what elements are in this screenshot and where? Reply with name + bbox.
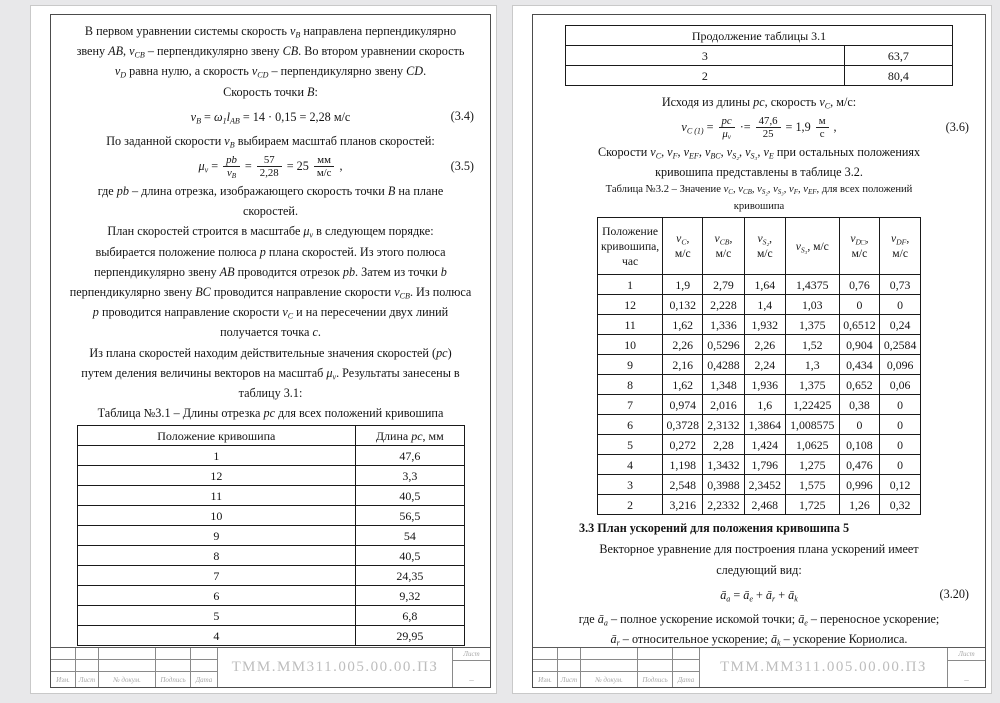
- table-row: [598, 395, 921, 415]
- table-cell: 2,79: [703, 275, 744, 295]
- text-line: путем деления величины векторов на масштаб $\mu_v$. Результаты занесены в: [81, 365, 460, 382]
- titleblock-cell: [51, 660, 76, 672]
- table-cell: 1,936: [744, 375, 785, 395]
- formula-f320: [545, 582, 973, 607]
- titleblock-cell: [533, 660, 558, 672]
- page-left: [30, 5, 497, 694]
- table-title: Продолжение таблицы 3.1: [566, 26, 953, 46]
- table-row: [77, 626, 464, 646]
- fraction: $\frac{pb}{v_B}$: [223, 154, 240, 179]
- table-cell: 1,9: [663, 275, 703, 295]
- table-cell: 11: [77, 486, 356, 506]
- table-cell: 1,6: [744, 395, 785, 415]
- table-cell: 9: [598, 355, 663, 375]
- table-cell: 0,2584: [880, 335, 921, 355]
- table-cell: 1,3864: [744, 415, 785, 435]
- formula-number: (3.5): [450, 159, 474, 174]
- table-cell: 0,24: [880, 315, 921, 335]
- table-row: [77, 526, 464, 546]
- table-row: [598, 315, 921, 335]
- table-cell: 1,0625: [785, 435, 839, 455]
- table-cell: 6,8: [356, 606, 464, 626]
- doc-code: ТММ.ММ311.005.00.00.ПЗ: [700, 648, 948, 687]
- fraction: $\frac{47,6}{25}$: [756, 115, 781, 140]
- table-cell: 40,5: [356, 546, 464, 566]
- table-header-cell: $v_C$, м/с: [663, 218, 703, 275]
- titleblock-label-docnum: № докум.: [99, 672, 156, 687]
- table-cell: 29,95: [356, 626, 464, 646]
- table-cell: 0,6512: [839, 315, 880, 335]
- table-cell: 9,32: [356, 586, 464, 606]
- table-cell: 2,3452: [744, 475, 785, 495]
- table-header-cell: $v_{DF}$, м/с: [880, 218, 921, 275]
- text-line: Скорости $v_C$, $v_F$, $v_{EF}$, $v_{BC}$, $v_{S_2}$, $v_{S_3}$, $v_E$ при остальных положениях: [597, 144, 921, 161]
- table-cell: 1,575: [785, 475, 839, 495]
- table-cell: 1,375: [785, 375, 839, 395]
- table-row: [598, 375, 921, 395]
- titleblock-cell: [581, 660, 638, 672]
- table-header-row: [598, 218, 921, 275]
- titleblock-cell: [76, 648, 99, 660]
- titleblock-label-izm: Изм.: [533, 672, 558, 687]
- fraction: $\frac{мм}{м/с}$: [314, 154, 335, 179]
- table-cell: 1,3: [785, 355, 839, 375]
- titleblock-cell: [673, 660, 700, 672]
- table-cell: 1,4: [744, 295, 785, 315]
- titleblock-cell: [156, 648, 191, 660]
- table-row: [77, 566, 464, 586]
- table-row: [77, 466, 464, 486]
- table-cell: 1,796: [744, 455, 785, 475]
- table-cell: 6: [598, 415, 663, 435]
- titleblock-cell: [533, 648, 558, 660]
- table-cell: 0,652: [839, 375, 880, 395]
- titleblock-label-podpis: Подпись: [156, 672, 191, 687]
- text-line: где pb – длина отрезка, изображающего скорость точки B на плане: [97, 184, 444, 198]
- text-line: кривошипа представлены в таблице 3.2.: [655, 165, 863, 180]
- table-cell: 10: [598, 335, 663, 355]
- table-cell: 2,28: [703, 435, 744, 455]
- titleblock-sheet-col: [453, 648, 490, 687]
- table-cell: 0,06: [880, 375, 921, 395]
- titleblock-cell: [191, 660, 218, 672]
- table-row: [77, 586, 464, 606]
- table-cell: 0,996: [839, 475, 880, 495]
- formula-text: = 25: [286, 159, 309, 174]
- titleblock-cell: [558, 648, 581, 660]
- titleblock-cell: [51, 648, 76, 660]
- table-cell: 0,5296: [703, 335, 744, 355]
- text-line: По заданной скорости $v_B$ выбираем масштаб планов скоростей:: [106, 134, 435, 150]
- titleblock-cell: [191, 648, 218, 660]
- table-cell: 47,6: [356, 446, 464, 466]
- page-right-frame: [532, 14, 986, 688]
- formula-text: ,: [339, 159, 343, 174]
- table-cell: 0,73: [880, 275, 921, 295]
- titleblock-label-podpis: Подпись: [638, 672, 673, 687]
- text-line: выбирается положение полюса p плана скоростей. Из этого полюса: [95, 244, 446, 259]
- fraction: $\frac{pc}{\mu_v}$: [719, 115, 735, 140]
- title-block: [51, 647, 490, 687]
- table-cell: 0,76: [839, 275, 880, 295]
- titleblock-grid: [533, 648, 700, 687]
- table-cell: 1,26: [839, 495, 880, 515]
- text-line: где $ā_a$ – полное ускорение искомой точки; $ā_e$ – переносное ускорение;: [578, 612, 940, 628]
- text-line: звену AB, $v_{CB}$ – перпендикулярно звену CB. Во втором уравнении скорость: [76, 44, 465, 60]
- table-cell: 1,008575: [785, 415, 839, 435]
- table-header-cell: Длина pc, мм: [356, 426, 464, 446]
- table-cell: 2,24: [744, 355, 785, 375]
- table-cell: 2,26: [663, 335, 703, 355]
- table-row: [598, 415, 921, 435]
- page-right: [512, 5, 992, 694]
- table-cell: 0,32: [880, 495, 921, 515]
- titleblock-cell: [581, 648, 638, 660]
- table-cell: 4: [598, 455, 663, 475]
- table-cell: 0,108: [839, 435, 880, 455]
- text-line: Скорость точки B:: [223, 84, 318, 99]
- text-line: $ā_r$ – относительное ускорение; $ā_k$ – ускорение Кориолиса.: [610, 632, 908, 647]
- table-cell: 1,03: [785, 295, 839, 315]
- table-cell: 1: [598, 275, 663, 295]
- fraction: $\frac{57}{2,28}$: [257, 154, 282, 179]
- text-line: В первом уравнении системы скорость $v_B$ направлена перпендикулярно: [84, 24, 457, 40]
- table-header-cell: Положение кривошипа: [77, 426, 356, 446]
- titleblock-cell: [156, 660, 191, 672]
- formula-text: ,: [833, 120, 837, 135]
- titleblock-cell: [99, 648, 156, 660]
- sheet-number: –: [964, 675, 969, 685]
- table-row: [598, 455, 921, 475]
- table-cell: 2,16: [663, 355, 703, 375]
- table-cell: 2: [598, 495, 663, 515]
- titleblock-label-list: Лист: [76, 672, 99, 687]
- formula-text: $v_{C (1)}$ =: [681, 120, 714, 136]
- table-cell: 1,198: [663, 455, 703, 475]
- doc-code: ТММ.ММ311.005.00.00.ПЗ: [218, 648, 453, 687]
- table-cell: 1,336: [703, 315, 744, 335]
- formula-text: =: [244, 159, 252, 174]
- table-cell: 2,468: [744, 495, 785, 515]
- table-cell: 1,932: [744, 315, 785, 335]
- table-cell: 54: [356, 526, 464, 546]
- table-cell: 1,3432: [703, 455, 744, 475]
- table-cell: 1,424: [744, 435, 785, 455]
- titleblock-grid: [51, 648, 218, 687]
- formula-f34: [63, 104, 478, 129]
- table-cell: 2,3132: [703, 415, 744, 435]
- table-cell: 0,3728: [663, 415, 703, 435]
- table-cell: 1,375: [785, 315, 839, 335]
- table-row: [77, 446, 464, 466]
- text-line: p проводится направление скорости $v_C$ и на пересечении двух линий: [92, 305, 449, 321]
- table-3-1-continuation: [565, 25, 953, 86]
- table-cell: 0: [880, 435, 921, 455]
- table-row: [77, 506, 464, 526]
- table-cell: 0,12: [880, 475, 921, 495]
- table-cell: 0,974: [663, 395, 703, 415]
- formula-f36: [545, 114, 973, 140]
- text-line: получается точка c.: [220, 325, 321, 340]
- table-cell: 8: [77, 546, 356, 566]
- table-cell: 1,52: [785, 335, 839, 355]
- table-row: [77, 486, 464, 506]
- table-row: [566, 46, 953, 66]
- table-cell: 0,272: [663, 435, 703, 455]
- text-line: кривошипа: [733, 200, 785, 212]
- formula-number: (3.6): [945, 120, 969, 135]
- table-cell: 1,62: [663, 315, 703, 335]
- sheet-label: Лист: [948, 648, 985, 661]
- table-row: [598, 475, 921, 495]
- table-cell: 0,38: [839, 395, 880, 415]
- titleblock-label-data: Дата: [673, 672, 700, 687]
- table-row: [598, 495, 921, 515]
- text-line: следующий вид:: [716, 562, 802, 577]
- table-cell: 1: [77, 446, 356, 466]
- titleblock-cell: [76, 660, 99, 672]
- titleblock-cell: [558, 660, 581, 672]
- titleblock-label-list: Лист: [558, 672, 581, 687]
- table-cell: 12: [77, 466, 356, 486]
- page-left-frame: [50, 14, 491, 688]
- table-cell: 5: [77, 606, 356, 626]
- table-cell: 10: [77, 506, 356, 526]
- formula-text: $v_B = \omega_1l_{AB} = 14 \cdot 0,15 = 2,28$ м/с: [190, 110, 351, 126]
- table-row: [598, 275, 921, 295]
- table-cell: 0,096: [880, 355, 921, 375]
- table-cell: 0: [880, 415, 921, 435]
- titleblock-label-izm: Изм.: [51, 672, 76, 687]
- table-header-cell: Положение кривошипа, час: [598, 218, 663, 275]
- table-cell: 1,725: [785, 495, 839, 515]
- table-cell: 7: [77, 566, 356, 586]
- table-cell: 1,275: [785, 455, 839, 475]
- table-cell: 1,348: [703, 375, 744, 395]
- table-cell: 0: [839, 415, 880, 435]
- table-cell: 0: [880, 395, 921, 415]
- table-cell: 0: [839, 295, 880, 315]
- formula-text: ·=: [739, 120, 751, 135]
- table-cell: 40,5: [356, 486, 464, 506]
- table-header-cell: $v_{S_3}$, м/с: [785, 218, 839, 275]
- table-cell: 1,4375: [785, 275, 839, 295]
- table-cell: 0,3988: [703, 475, 744, 495]
- table-3-1: [77, 425, 465, 646]
- sheet-number: –: [469, 675, 474, 685]
- table-row: [598, 295, 921, 315]
- text-line: таблицу 3.1:: [238, 386, 303, 401]
- formula-text: = 1,9: [785, 120, 811, 135]
- table-cell: 8: [598, 375, 663, 395]
- table-cell: 80,4: [844, 66, 952, 86]
- table-cell: 2,2332: [703, 495, 744, 515]
- table-cell: 2,548: [663, 475, 703, 495]
- table-cell: 3: [566, 46, 845, 66]
- table-cell: 5: [598, 435, 663, 455]
- table-cell: 24,35: [356, 566, 464, 586]
- titleblock-label-data: Дата: [191, 672, 218, 687]
- table-cell: 3: [598, 475, 663, 495]
- table-cell: 1,22425: [785, 395, 839, 415]
- title-block: [533, 647, 985, 687]
- table-header-cell: $v_{D□}$, м/с: [839, 218, 880, 275]
- table-row: [598, 355, 921, 375]
- table-cell: 3,3: [356, 466, 464, 486]
- text-line: перпендикулярно звену AB проводится отрезок pb. Затем из точки b: [94, 264, 447, 279]
- table-row: [77, 546, 464, 566]
- table-cell: 2: [566, 66, 845, 86]
- table-cell: 7: [598, 395, 663, 415]
- table-row: [598, 435, 921, 455]
- formula-f35: [63, 153, 478, 179]
- table-cell: 0: [880, 295, 921, 315]
- section-heading: 3.3 План ускорений для положения кривошипа 5: [579, 521, 850, 536]
- table-cell: 2,228: [703, 295, 744, 315]
- table-cell: 3,216: [663, 495, 703, 515]
- table-cell: 1,64: [744, 275, 785, 295]
- table-cell: 0,904: [839, 335, 880, 355]
- table-cell: 0,4288: [703, 355, 744, 375]
- table-cell: 0,434: [839, 355, 880, 375]
- table-cell: 0,132: [663, 295, 703, 315]
- formula-number: (3.4): [450, 109, 474, 124]
- table-row: [77, 606, 464, 626]
- table-cell: 12: [598, 295, 663, 315]
- table-3-2: [597, 217, 921, 515]
- text-line: Из плана скоростей находим действительные значения скоростей (pc): [89, 345, 452, 360]
- table-row: [566, 66, 953, 86]
- table-cell: 9: [77, 526, 356, 546]
- formula-text: $\mu_v$ =: [198, 159, 219, 175]
- titleblock-label-docnum: № докум.: [581, 672, 638, 687]
- table-cell: 6: [77, 586, 356, 606]
- table-cell: 11: [598, 315, 663, 335]
- table-header-cell: $v_{S_2}$, м/с: [744, 218, 785, 275]
- page-right-body: [533, 15, 985, 647]
- titleblock-cell: [99, 660, 156, 672]
- formula-number: (3.20): [939, 587, 969, 602]
- table-cell: 0: [880, 455, 921, 475]
- text-line: Таблица №3.1 – Длины отрезка pc для всех положений кривошипа: [97, 406, 444, 421]
- text-line: Таблица №3.2 – Значение $v_C$, $v_{CB}$, $v_{S_2}$, $v_{S_3}$, $v_F$, $v_{EF}$, для всех положений: [605, 184, 913, 197]
- table-cell: 2,26: [744, 335, 785, 355]
- titleblock-cell: [638, 648, 673, 660]
- table-cell: 4: [77, 626, 356, 646]
- table-cell: 1,62: [663, 375, 703, 395]
- text-line: План скоростей строится в масштабе $\mu_v$ в следующем порядке:: [107, 224, 434, 240]
- page-left-body: [51, 15, 490, 647]
- titleblock-sheet-col: [948, 648, 985, 687]
- formula-text: $ā_a$ = $ā_e$ + $ā_r$ + $ā_k$: [720, 588, 798, 604]
- text-line: Векторное уравнение для построения плана ускорений имеет: [599, 542, 919, 557]
- table-cell: 63,7: [844, 46, 952, 66]
- table-header-cell: $v_{CB}$, м/с: [703, 218, 744, 275]
- table-cell: 2,016: [703, 395, 744, 415]
- titleblock-cell: [673, 648, 700, 660]
- text-line: перпендикулярно звену BC проводится направление скорости $v_{CB}$. Из полюса: [69, 285, 472, 301]
- titleblock-cell: [638, 660, 673, 672]
- table-cell: 0,476: [839, 455, 880, 475]
- text-line: скоростей.: [242, 204, 298, 219]
- text-line: Исходя из длины pc, скорость $v_C$, м/с:: [661, 95, 857, 111]
- sheet-label: Лист: [453, 648, 490, 661]
- table-cell: 56,5: [356, 506, 464, 526]
- fraction: $\frac{м}{с}$: [816, 115, 829, 140]
- table-row: [598, 335, 921, 355]
- text-line: $v_D$ равна нулю, а скорость $v_{CD}$ – перпендикулярно звену CD.: [114, 64, 427, 80]
